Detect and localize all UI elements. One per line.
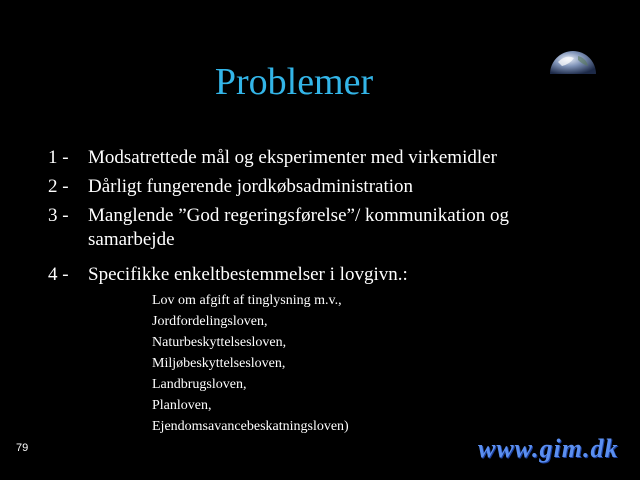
law-item: Naturbeskyttelsesloven, — [152, 335, 287, 350]
law-item: Lov om afgift af tinglysning m.v., — [152, 293, 342, 308]
law-item: Landbrugsloven, — [152, 377, 247, 392]
slide-title: Problemer — [214, 61, 374, 103]
item-text: Manglende ”God regeringsførelse”/ kommunikation og samarbejde — [88, 205, 510, 250]
item-text: Dårligt fungerende jordkøbsadministration — [88, 176, 414, 197]
item-number: 1 - — [48, 147, 69, 168]
law-item: Ejendomsavancebeskatningsloven) — [152, 419, 349, 434]
item-text: Specifikke enkeltbestemmelser i lovgivn.: — [88, 264, 408, 285]
law-item: Miljøbeskyttelsesloven, — [152, 356, 286, 371]
law-list — [152, 290, 349, 437]
item-number: 4 - — [48, 264, 69, 285]
law-item: Jordfordelingsloven, — [152, 314, 268, 329]
item-number: 2 - — [48, 176, 69, 197]
item-number: 3 - — [48, 205, 69, 226]
brand-logo[interactable]: www.gim.dk — [478, 434, 619, 463]
law-item: Planloven, — [152, 398, 212, 413]
page-number: 79 — [16, 442, 29, 454]
item-text: Modsatrettede mål og eksperimenter med virkemidler — [88, 147, 497, 168]
